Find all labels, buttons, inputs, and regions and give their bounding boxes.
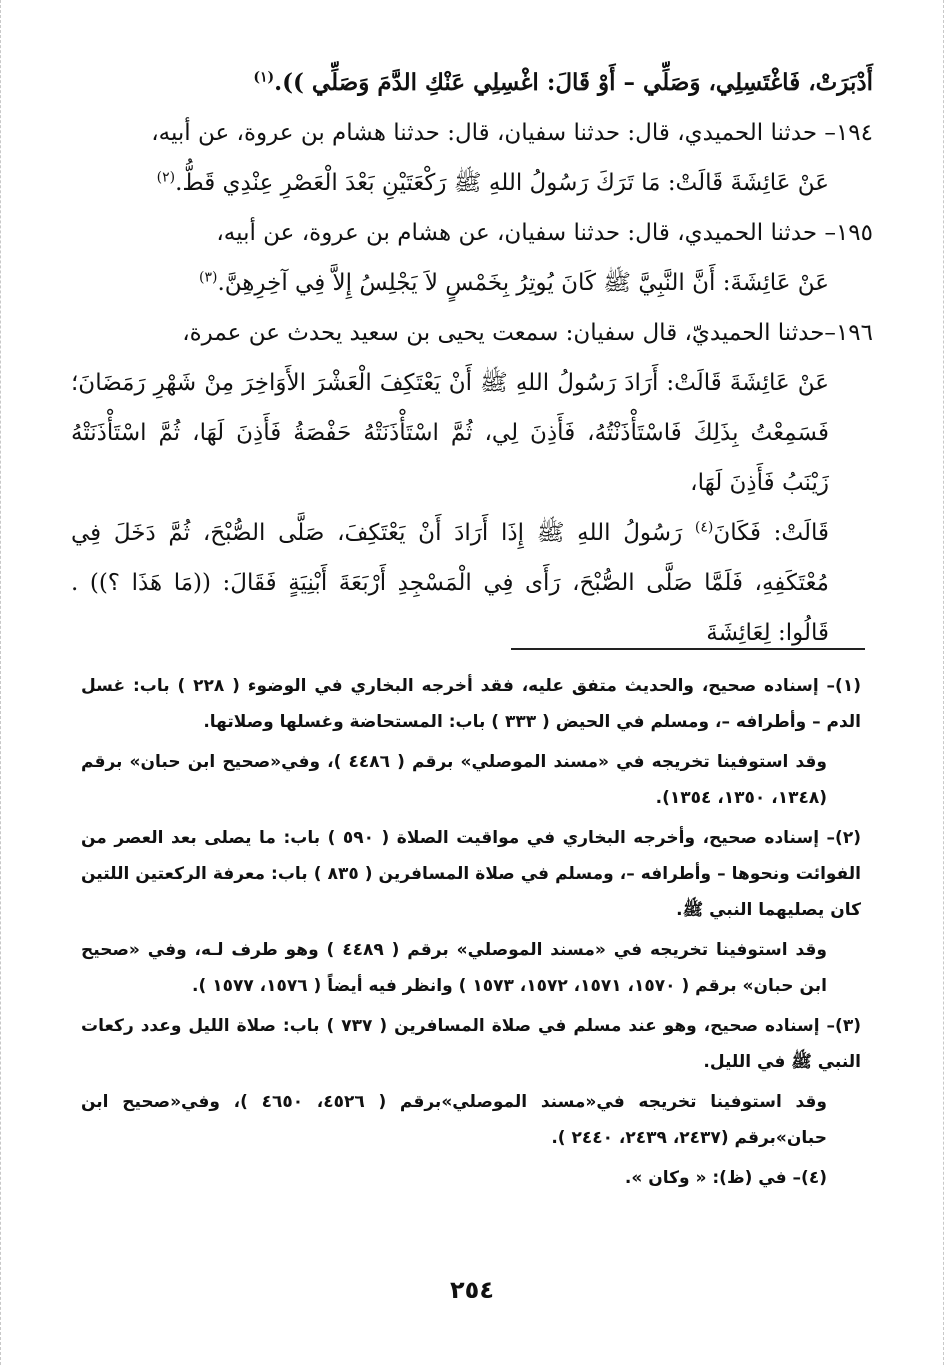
hadith-text: قَالَتْ: فَكَانَ <box>713 520 830 546</box>
hadith-196-matn-part1: عَنْ عَائِشَةَ قَالَتْ: أَرَادَ رَسُولُ اللهِ ﷺ أَنْ يَعْتَكِفَ الْعَشْرَ الأَوَاخِرَ مِنْ شَهْرِ رَمَضَانَ؛ فَسَمِعْتُ بِذَلِكَ فَاسْتَأْذَنْتُهُ، فَأَذِنَ لِي، ثُمَّ اسْتَأْذَنَتْهُ حَفْصَةُ فَأَذِنَ لَهَا، ثُمَّ اسْتَأْذَنَتْهُ زَيْنَبُ فَأَذِنَ لَهَا، <box>71 370 829 496</box>
main-text <box>71 58 873 658</box>
hadith-text: عَنْ عَائِشَةَ قَالَتْ: مَا تَرَكَ رَسُولُ اللهِ ﷺ رَكْعَتَيْنِ بَعْدَ الْعَصْرِ عِنْدِي قَطُّ. <box>175 170 829 196</box>
footnote-ref: (٢) <box>156 169 176 186</box>
footnote-3-takhrij: وقد استوفينا تخريجه في«مسند الموصلي»برقم ( ٤٥٢٦، ٤٦٥٠ )، وفي«صحيح ابن حبان»برقم (٢٤٣٧، ٢٤٣٩، ٢٤٤٠ ). <box>81 1092 827 1148</box>
footnote-4: (٤)– في (ظ): « وكان ». <box>624 1168 827 1188</box>
hadith-193-ending <box>71 58 873 108</box>
footnote-1-takhrij: وقد استوفينا تخريجه في «مسند الموصلي» برقم ( ٤٤٨٦ )، وفي«صحيح ابن حبان» برقم (١٣٤٨، ١٣٥٠، ١٣٥٤). <box>81 752 827 808</box>
hadith-194-matn <box>71 158 873 208</box>
hadith-196-matn-part2 <box>71 508 873 658</box>
footnote-divider <box>511 648 865 650</box>
footnotes <box>81 668 861 1200</box>
hadith-text: أَدْبَرَتْ، فَاغْتَسِلِي، وَصَلِّي – أَوْ قَالَ: اغْسِلِي عَنْكِ الدَّمَ وَصَلِّي )). <box>274 69 873 96</box>
footnote-ref: (١) <box>253 69 275 86</box>
hadith-194-isnad: ١٩٤– حدثنا الحميدي، قال: حدثنا سفيان، قال: حدثنا هشام بن عروة، عن أبيه، <box>151 120 873 146</box>
hadith-195-isnad: ١٩٥– حدثنا الحميدي، قال: حدثنا سفيان، عن هشام بن عروة، عن أبيه، <box>216 220 873 246</box>
hadith-196-isnad: ١٩٦–حدثنا الحميديّ، قال سفيان: سمعت يحيى بن سعيد يحدث عن عمرة، <box>182 320 873 346</box>
footnote-2: (٢)– إسناده صحيح، وأخرجه البخاري في مواقيت الصلاة ( ٥٩٠ ) باب: ما يصلى بعد العصر من الفوائت ونحوها – وأطرافه –، ومسلم في صلاة المسافرين ( ٨٣٥ ) باب: معرفة الركعتين اللتين كان يصليهما النبي ﷺ. <box>81 828 862 920</box>
footnote-ref: (٤) <box>694 519 714 536</box>
page-number: ٢٥٤ <box>450 1276 494 1304</box>
hadith-text: عَنْ عَائِشَةَ: أَنَّ النَّبِيَّ ﷺ كَانَ يُوتِرُ بِخَمْسٍ لاَ يَجْلِسُ إِلاَّ فِي آخِرِهِنَّ. <box>217 270 829 296</box>
footnote-3: (٣)– إسناده صحيح، وهو عند مسلم في صلاة المسافرين ( ٧٣٧ ) باب: صلاة الليل وعدد ركعات النبي ﷺ في الليل. <box>81 1016 861 1072</box>
footnote-1: (١)– إسناده صحيح، والحديث متفق عليه، فقد أخرجه البخاري في الوضوء ( ٢٢٨ ) باب: غسل الدم – وأطرافه –، ومسلم في الحيض ( ٣٣٣ ) باب: المستحاضة وغسلها وصلاتها. <box>81 676 861 732</box>
footnote-2-takhrij: وقد استوفينا تخريجه في «مسند الموصلي» برقم ( ٤٤٨٩ ) وهو طرف لـه، وفي «صحيح ابن حبان» برقم ( ١٥٧٠، ١٥٧١، ١٥٧٢، ١٥٧٣ ) وانظر فيه أيضاً ( ١٥٧٦، ١٥٧٧ ). <box>81 940 827 996</box>
hadith-195-matn <box>71 258 873 308</box>
hadith-text: رَسُولُ اللهِ ﷺ إِذَا أَرَادَ أَنْ يَعْتَكِفَ، صَلَّى الصُّبْحَ، ثُمَّ دَخَلَ فِي مُعْتَكَفِهِ، فَلَمَّا صَلَّى الصُّبْحَ، رَأَى فِي الْمَسْجِدِ أَرْبَعَةَ أَبْنِيَةٍ فَقَالَ: ((مَا هَذَا ؟)) . قَالُوا: لِعَائِشَةَ <box>71 520 829 646</box>
footnote-ref: (٣) <box>199 269 218 286</box>
